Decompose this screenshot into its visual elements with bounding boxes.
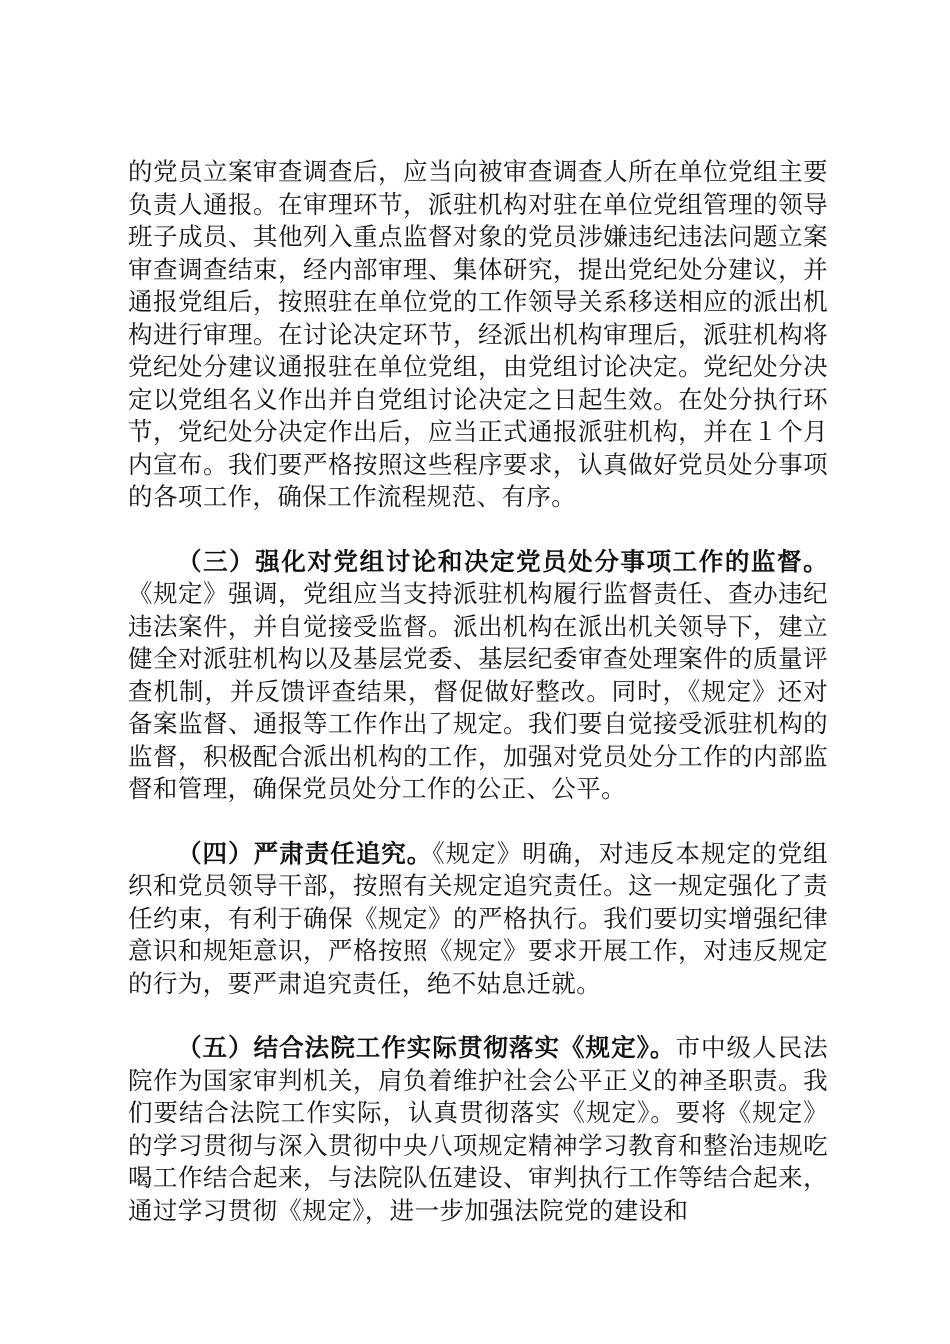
paragraph-body: 的党员立案审查调查后，应当向被审查调查人所在单位党组主要负责人通报。在审理环节，派驻机构对驻在单位党组管理的领导班子成员、其他列入重点监督对象的党员涉嫌违纪违法问题立案审查调查结束，经内部审理、集体研究，提出党纪处分建议，并通报党组后，按照驻在单位党的工作领导关系移送相应的派出机构进行审理。在讨论决定环节，经派出机构审理后，派驻机构将党纪处分建议通报驻在单位党组，由党组讨论决定。党纪处分决定以党组名义作出并自党组讨论决定之日起生效。在处分执行环节，党纪处分决定作出后，应当正式通报派驻机构，并在１个月内宣布。我们要严格按照这些程序要求，认真做好党员处分事项的各项工作，确保工作流程规范、有序。 <box>128 157 828 511</box>
document-page <box>128 156 828 1227</box>
section-heading: （三）强化对党组讨论和决定党员处分事项工作的监督。 <box>177 546 828 576</box>
section-heading: （四）严肃责任追究。 <box>177 838 433 868</box>
paragraph-body: 《规定》明确，对违反本规定的党组织和党员领导干部，按照有关规定追究责任。这一规定强化了责任约束，有利于确保《规定》的严格执行。我们要切实增强纪律意识和规矩意识，严格按照《规定》要求开展工作，对违反规定的行为，要严肃追究责任，绝不姑息迁就。 <box>128 838 828 998</box>
section-heading: （五）结合法院工作实际贯彻落实《规定》。 <box>177 1033 676 1062</box>
paragraph-continuation <box>128 156 828 514</box>
paragraph-body: 市中级人民法院作为国家审判机关，肩负着维护社会公平正义的神圣职责。我们要结合法院工作实际，认真贯彻落实《规定》。要将《规定》的学习贯彻与深入贯彻中央八项规定精神学习教育和整治违规吃喝工作结合起来，与法院队伍建设、审判执行工作等结合起来，通过学习贯彻《规定》，进一步加强法院党的建设和 <box>128 1033 829 1225</box>
paragraph-court-implementation <box>128 1032 828 1227</box>
paragraph-accountability <box>128 838 828 1001</box>
paragraph-body: 《规定》强调，党组应当支持派驻机构履行监督责任、查办违纪违法案件，并自觉接受监督。派出机构在派出机关领导下，建立健全对派驻机构以及基层党委、基层纪委审查处理案件的质量评查机制，并反馈评查结果，督促做好整改。同时，《规定》还对备案监督、通报等工作作出了规定。我们要自觉接受派驻机构的监督，积极配合派出机构的工作，加强对党员处分工作的内部监督和管理，确保党员处分工作的公正、公平。 <box>128 579 828 803</box>
paragraph-supervision <box>128 546 828 806</box>
